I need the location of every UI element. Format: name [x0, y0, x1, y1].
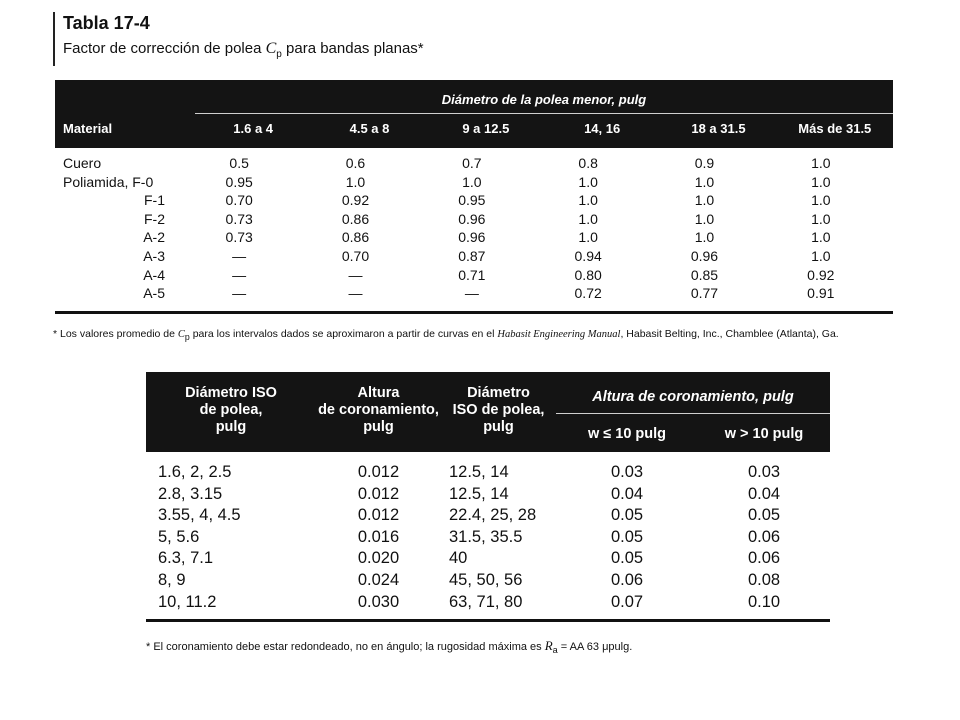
table-cell: —	[348, 266, 363, 283]
subtitle-text-end: para bandas planas*	[281, 40, 424, 57]
table-cell: —	[232, 266, 247, 283]
table-cell: 0.73	[225, 210, 253, 227]
table-row	[146, 570, 830, 592]
table-cell: 0.70	[341, 247, 370, 264]
subtitle-subscript: p	[276, 49, 282, 60]
table-cell: 0.95	[225, 173, 253, 190]
table2-header	[146, 372, 830, 452]
table2-footnote	[146, 638, 632, 655]
table-row	[55, 284, 893, 303]
table-cell: 0.85	[690, 266, 719, 283]
header-line: Diámetro ISO	[185, 385, 277, 401]
material-label: Poliamida, F-0	[63, 173, 154, 190]
footnote-subscript: p	[184, 332, 190, 343]
column-header: 9 a 12.5	[462, 121, 510, 136]
header-line: de coronamiento,	[318, 402, 439, 418]
table-caption	[53, 12, 424, 66]
iso-diameter-header-2	[436, 385, 561, 436]
table-row	[146, 505, 830, 527]
table-cell: 1.0	[345, 173, 366, 190]
width-gt-10-header: w > 10 pulg	[724, 426, 804, 442]
material-label: F-2	[144, 210, 165, 227]
table-cell: 0.72	[574, 285, 602, 302]
table-cell: 0.9	[694, 155, 715, 171]
table-cell: 0.6	[345, 155, 366, 171]
crown-height-header	[306, 385, 451, 436]
crown-gt-10-cell: 0.06	[747, 527, 781, 546]
crown-height-table	[146, 372, 830, 622]
footnote-variable: C	[177, 329, 185, 340]
table1-bottom-rule	[55, 311, 893, 314]
subtitle-text: Factor de corrección de polea	[63, 40, 266, 57]
material-label: A-3	[143, 247, 165, 264]
crown-height-cell: 0.024	[357, 570, 400, 589]
crown-height-cell: 0.012	[357, 463, 400, 481]
table2-span-header: Altura de coronamiento, pulg	[592, 389, 794, 405]
table-cell: 1.0	[811, 155, 831, 171]
table-cell: 1.0	[578, 210, 598, 227]
table-cell: —	[232, 285, 247, 302]
table-cell: 0.94	[574, 247, 602, 264]
table2-header-rule	[556, 413, 830, 414]
iso-diameter-cell: 1.6, 2, 2.5	[158, 463, 232, 481]
table-title: Tabla 17-4	[63, 13, 150, 33]
table1-column-headers	[55, 121, 893, 141]
table-row	[146, 462, 830, 484]
table-cell: —	[232, 247, 247, 264]
crown-le-10-cell: 0.07	[610, 592, 644, 611]
table-cell: 0.70	[225, 192, 253, 209]
table-cell: 1.0	[694, 173, 715, 190]
crown-height-cell: 0.012	[357, 484, 400, 503]
material-header: Material	[63, 121, 113, 136]
table-cell: 0.96	[458, 229, 486, 246]
table-cell: 1.0	[578, 173, 598, 190]
iso-diameter-header	[146, 385, 316, 436]
table-row	[146, 484, 830, 506]
iso-diameter-cell: 3.55, 4, 4.5	[158, 506, 241, 525]
crown-le-10-cell: 0.05	[610, 549, 644, 568]
header-line: ISO de polea,	[452, 402, 545, 418]
header-line: pulg	[483, 419, 514, 435]
header-line: pulg	[363, 419, 394, 435]
material-label: F-1	[144, 192, 165, 209]
table-row	[55, 210, 893, 229]
crown-le-10-cell: 0.06	[610, 570, 644, 589]
footnote-variable: R	[544, 638, 553, 653]
table-cell: 0.77	[690, 285, 719, 302]
table-cell: 0.80	[574, 266, 602, 283]
footnote-text: * Los valores promedio de	[53, 328, 178, 340]
table-row	[55, 266, 893, 285]
column-header: 1.6 a 4	[233, 121, 274, 136]
table-cell: 0.91	[807, 285, 835, 302]
table-cell: 0.73	[225, 229, 253, 246]
iso-diameter-cell-2: 12.5, 14	[449, 484, 509, 503]
table-cell: 1.0	[694, 210, 715, 227]
width-le-10-header: w ≤ 10 pulg	[587, 426, 667, 442]
crown-gt-10-cell: 0.05	[747, 506, 781, 525]
header-line: pulg	[215, 419, 247, 435]
iso-diameter-cell-2: 63, 71, 80	[449, 592, 523, 611]
table-cell: 0.96	[458, 210, 486, 227]
table-subtitle	[63, 38, 424, 66]
iso-diameter-cell: 5, 5.6	[158, 527, 200, 546]
table1-footnote	[53, 328, 839, 342]
crown-gt-10-cell: 0.03	[747, 463, 781, 481]
crown-gt-10-cell: 0.04	[747, 484, 781, 503]
iso-diameter-cell: 10, 11.2	[158, 592, 217, 611]
table2-body	[146, 452, 830, 613]
crown-le-10-cell: 0.05	[610, 527, 644, 546]
footnote-manual-title: Habasit Engineering Manual	[497, 329, 621, 340]
table-cell: 1.0	[811, 247, 831, 264]
crown-gt-10-cell: 0.10	[747, 592, 781, 611]
table-cell: 0.96	[690, 247, 719, 264]
iso-diameter-cell: 6.3, 7.1	[158, 549, 214, 568]
iso-diameter-cell-2: 31.5, 35.5	[449, 527, 523, 546]
crown-height-cell: 0.012	[357, 506, 400, 525]
table-row	[55, 228, 893, 247]
table-cell: 0.87	[458, 247, 486, 264]
subtitle-variable: C	[265, 40, 277, 57]
table-cell: 0.7	[462, 155, 482, 171]
pulley-correction-table	[55, 80, 893, 314]
table-cell: 1.0	[811, 192, 831, 209]
iso-diameter-cell-2: 40	[449, 549, 468, 568]
table-row	[146, 592, 830, 614]
table2-bottom-rule	[146, 619, 830, 622]
iso-diameter-cell-2: 22.4, 25, 28	[449, 506, 537, 525]
iso-diameter-cell-2: 12.5, 14	[449, 463, 509, 481]
crown-height-cell: 0.016	[357, 527, 400, 546]
material-label: A-2	[143, 229, 165, 246]
iso-diameter-cell: 2.8, 3.15	[158, 484, 223, 503]
column-header: 18 a 31.5	[691, 121, 746, 136]
footnote-text-end: , Habasit Belting, Inc., Chamblee (Atlanta), Ga.	[620, 328, 839, 340]
crown-height-cell: 0.020	[357, 549, 400, 568]
table-cell: 1.0	[811, 173, 831, 190]
footnote-text-end: = AA 63 μpulg.	[557, 641, 633, 653]
column-header: 14, 16	[584, 121, 621, 136]
iso-diameter-cell: 8, 9	[158, 570, 186, 589]
table-cell: 1.0	[811, 210, 831, 227]
table-row	[55, 191, 893, 210]
footnote-text-mid: para los intervalos dados se aproximaron a partir de curvas en el	[189, 328, 498, 340]
table-row	[146, 548, 830, 570]
table-cell: 1.0	[578, 229, 598, 246]
footnote-subscript: a	[552, 645, 558, 656]
table-cell: 0.71	[458, 266, 486, 283]
table-cell: 1.0	[694, 192, 715, 209]
crown-le-10-cell: 0.04	[610, 484, 644, 503]
table-row	[55, 154, 893, 173]
header-line: Diámetro	[467, 385, 530, 401]
crown-gt-10-cell: 0.06	[747, 549, 781, 568]
footnote-text: * El coronamiento debe estar redondeado, no en ángulo; la rugosidad máxima es	[146, 641, 545, 653]
table-cell: —	[464, 285, 479, 302]
column-header: 4.5 a 8	[349, 121, 390, 136]
material-label: A-4	[143, 266, 165, 283]
table-cell: 1.0	[811, 229, 831, 246]
table-cell: 1.0	[578, 192, 598, 209]
table1-header-rule	[195, 113, 893, 114]
table-row	[55, 173, 893, 192]
table-cell: 1.0	[694, 229, 715, 246]
crown-height-cell: 0.030	[357, 592, 400, 611]
header-line: de polea,	[199, 402, 263, 418]
table1-header	[55, 80, 893, 148]
table-row	[146, 527, 830, 549]
crown-le-10-cell: 0.05	[610, 506, 644, 525]
crown-le-10-cell: 0.03	[610, 463, 644, 481]
table1-span-header: Diámetro de la polea menor, pulg	[441, 92, 647, 107]
table-cell: 0.5	[229, 155, 249, 171]
table-cell: 0.86	[341, 210, 370, 227]
table-cell: 0.92	[807, 266, 835, 283]
material-label: Cuero	[63, 155, 102, 171]
table1-body	[55, 154, 893, 303]
table-cell: 0.8	[578, 155, 598, 171]
table-row	[55, 247, 893, 266]
crown-gt-10-cell: 0.08	[747, 570, 781, 589]
table-cell: 0.86	[341, 229, 370, 246]
table-cell: 0.95	[458, 192, 486, 209]
table-cell: 0.92	[341, 192, 370, 209]
iso-diameter-cell-2: 45, 50, 56	[449, 570, 523, 589]
material-label: A-5	[143, 285, 165, 302]
header-line: Altura	[357, 385, 400, 401]
table-cell: —	[348, 285, 363, 302]
table-cell: 1.0	[462, 173, 482, 190]
column-header: Más de 31.5	[798, 121, 872, 136]
